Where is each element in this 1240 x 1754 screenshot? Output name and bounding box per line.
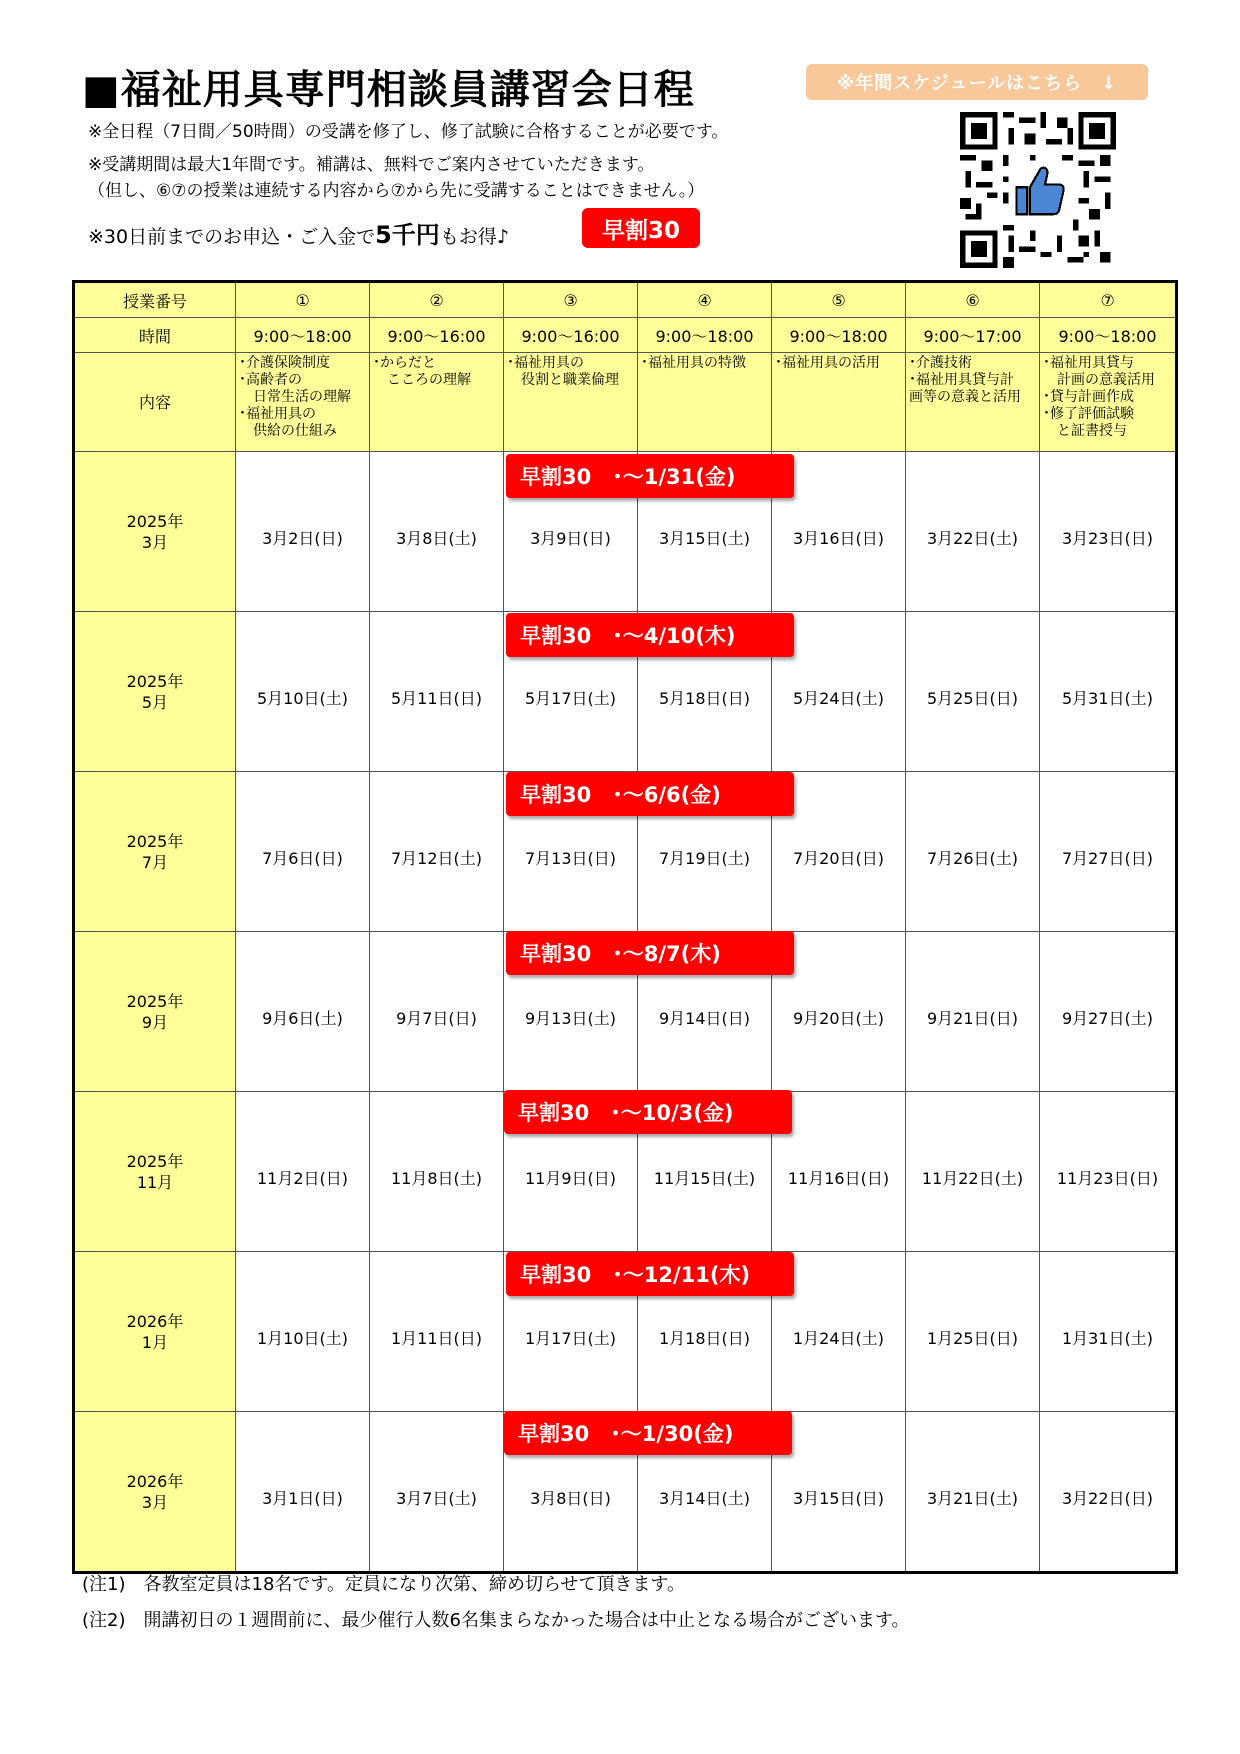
class-date: 3月23日(日)	[1061, 529, 1154, 548]
class-date: 5月17日(土)	[524, 689, 617, 708]
class-number: ①	[236, 282, 370, 318]
class-number: ⑦	[1040, 282, 1177, 318]
class-date: 11月8日(土)	[390, 1169, 483, 1188]
class-date: 3月1日(日)	[262, 1489, 343, 1508]
early-discount-badge: 早割30	[582, 208, 700, 248]
class-date: 5月10日(土)	[256, 689, 349, 708]
class-date: 11月16日(日)	[787, 1169, 890, 1188]
class-date: 3月7日(土)	[396, 1489, 477, 1508]
class-number: ⑤	[772, 282, 906, 318]
class-content: ･福祉用具の 役割と職業倫理	[507, 355, 619, 388]
class-content: ･からだと こころの理解	[373, 355, 471, 388]
class-date: 11月22日(土)	[921, 1169, 1024, 1188]
class-date: 3月22日(土)	[926, 529, 1019, 548]
class-date: 9月14日(日)	[658, 1009, 751, 1028]
period-label: 2025年 11月	[126, 1151, 184, 1192]
class-date: 9月20日(土)	[792, 1009, 885, 1028]
class-number: ④	[638, 282, 772, 318]
class-date: 3月15日(土)	[658, 529, 751, 548]
class-time: 9:00～18:00	[236, 318, 370, 353]
class-time: 9:00～18:00	[772, 318, 906, 353]
class-date: 3月2日(日)	[262, 529, 343, 548]
class-date: 3月16日(日)	[792, 529, 885, 548]
note-early-discount	[88, 215, 509, 250]
class-date: 11月23日(日)	[1056, 1169, 1159, 1188]
class-time: 9:00～16:00	[370, 318, 504, 353]
class-content: ･介護保険制度 ･高齢者の 日常生活の理解 ･福祉用具の 供給の仕組み	[239, 355, 351, 439]
early-deadline-badge: 早割30 ･～6/6(金)	[506, 772, 794, 816]
class-content: ･介護技術 ･福祉用具貸与計 画等の意義と活用	[909, 355, 1021, 405]
class-date: 9月7日(日)	[396, 1009, 477, 1028]
period-label: 2026年 3月	[126, 1471, 184, 1512]
class-date: 7月13日(日)	[524, 849, 617, 868]
class-content: ･福祉用具の活用	[775, 355, 880, 371]
early-deadline-badge: 早割30 ･～4/10(木)	[506, 613, 794, 657]
period-label: 2025年 7月	[126, 831, 184, 872]
class-number-label: 授業番号	[74, 282, 236, 318]
note-early-suffix: もお得♪	[439, 226, 509, 248]
class-date: 3月15日(日)	[792, 1489, 885, 1508]
note-order: （但し、⑥⑦の授業は連続する内容から⑦から先に受講することはできません。）	[88, 181, 705, 201]
class-time: 9:00～16:00	[504, 318, 638, 353]
class-date: 3月8日(日)	[530, 1489, 611, 1508]
class-time: 9:00～18:00	[1040, 318, 1177, 353]
class-content: ･福祉用具貸与 計画の意義活用 ･貸与計画作成 ･修了評価試験 と証書授与	[1043, 355, 1155, 439]
class-date: 7月19日(土)	[658, 849, 751, 868]
class-date: 9月27日(土)	[1061, 1009, 1154, 1028]
class-date: 5月11日(日)	[390, 689, 483, 708]
note-completion: ※全日程（7日間／50時間）の受講を修了し、修了試験に合格することが必要です。	[88, 122, 729, 142]
qr-code-icon[interactable]	[960, 112, 1116, 268]
class-date: 7月20日(日)	[792, 849, 885, 868]
class-date: 9月21日(日)	[926, 1009, 1019, 1028]
note-early-prefix: ※30日前までのお申込・ご入金で	[88, 226, 376, 248]
class-date: 3月14日(土)	[658, 1489, 751, 1508]
class-date: 1月18日(日)	[658, 1329, 751, 1348]
content-row	[74, 353, 1177, 452]
class-time: 9:00～18:00	[638, 318, 772, 353]
class-date: 3月9日(日)	[530, 529, 611, 548]
class-date: 3月8日(土)	[396, 529, 477, 548]
class-date: 11月2日(日)	[256, 1169, 349, 1188]
class-date: 3月22日(日)	[1061, 1489, 1154, 1508]
period-label: 2025年 9月	[126, 991, 184, 1032]
class-date: 5月24日(土)	[792, 689, 885, 708]
class-date: 9月13日(土)	[524, 1009, 617, 1028]
class-content: ･福祉用具の特徴	[641, 355, 746, 371]
class-date: 1月17日(土)	[524, 1329, 617, 1348]
class-date: 1月10日(土)	[256, 1329, 349, 1348]
class-number-row	[74, 282, 1177, 318]
page-title: ■福祉用具専門相談員講習会日程	[82, 67, 695, 113]
early-deadline-badge: 早割30 ･～1/31(金)	[506, 454, 794, 498]
content-label: 内容	[74, 353, 236, 452]
note-period: ※受講期間は最大1年間です。補講は、無料でご案内させていただきます。	[88, 155, 655, 175]
class-number: ②	[370, 282, 504, 318]
period-label: 2026年 1月	[126, 1311, 184, 1352]
early-deadline-badge: 早割30 ･～10/3(金)	[504, 1090, 792, 1134]
class-date: 1月31日(土)	[1061, 1329, 1154, 1348]
class-date: 9月6日(土)	[262, 1009, 343, 1028]
class-date: 5月31日(土)	[1061, 689, 1154, 708]
class-date: 7月6日(日)	[262, 849, 343, 868]
class-number: ⑥	[906, 282, 1040, 318]
time-row	[74, 318, 1177, 353]
class-time: 9:00～17:00	[906, 318, 1040, 353]
class-date: 1月24日(土)	[792, 1329, 885, 1348]
class-date: 11月9日(日)	[524, 1169, 617, 1188]
class-date: 7月27日(日)	[1061, 849, 1154, 868]
class-date: 7月12日(土)	[390, 849, 483, 868]
class-date: 1月11日(日)	[390, 1329, 483, 1348]
thumbs-up-icon	[1008, 160, 1067, 219]
early-deadline-badge: 早割30 ･～8/7(木)	[506, 931, 794, 975]
class-date: 5月18日(日)	[658, 689, 751, 708]
footnote-capacity: (注1) 各教室定員は18名です。定員になり次第、締め切らせて頂きます。	[82, 1574, 685, 1595]
annual-schedule-button[interactable]: ※年間スケジュールはこちら ↓	[806, 64, 1148, 100]
period-label: 2025年 3月	[126, 511, 184, 552]
early-deadline-badge: 早割30 ･～1/30(金)	[504, 1411, 792, 1455]
early-deadline-badge: 早割30 ･～12/11(木)	[506, 1252, 794, 1296]
period-label: 2025年 5月	[126, 671, 184, 712]
class-date: 1月25日(日)	[926, 1329, 1019, 1348]
note-early-amount: 5千円	[375, 221, 440, 249]
class-number: ③	[504, 282, 638, 318]
time-label: 時間	[74, 318, 236, 353]
class-date: 7月26日(土)	[926, 849, 1019, 868]
class-date: 11月15日(土)	[653, 1169, 756, 1188]
class-date: 3月21日(土)	[926, 1489, 1019, 1508]
class-date: 5月25日(日)	[926, 689, 1019, 708]
footnote-minimum: (注2) 開講初日の１週間前に、最少催行人数6名集まらなかった場合は中止となる場合がございます。	[82, 1610, 910, 1631]
